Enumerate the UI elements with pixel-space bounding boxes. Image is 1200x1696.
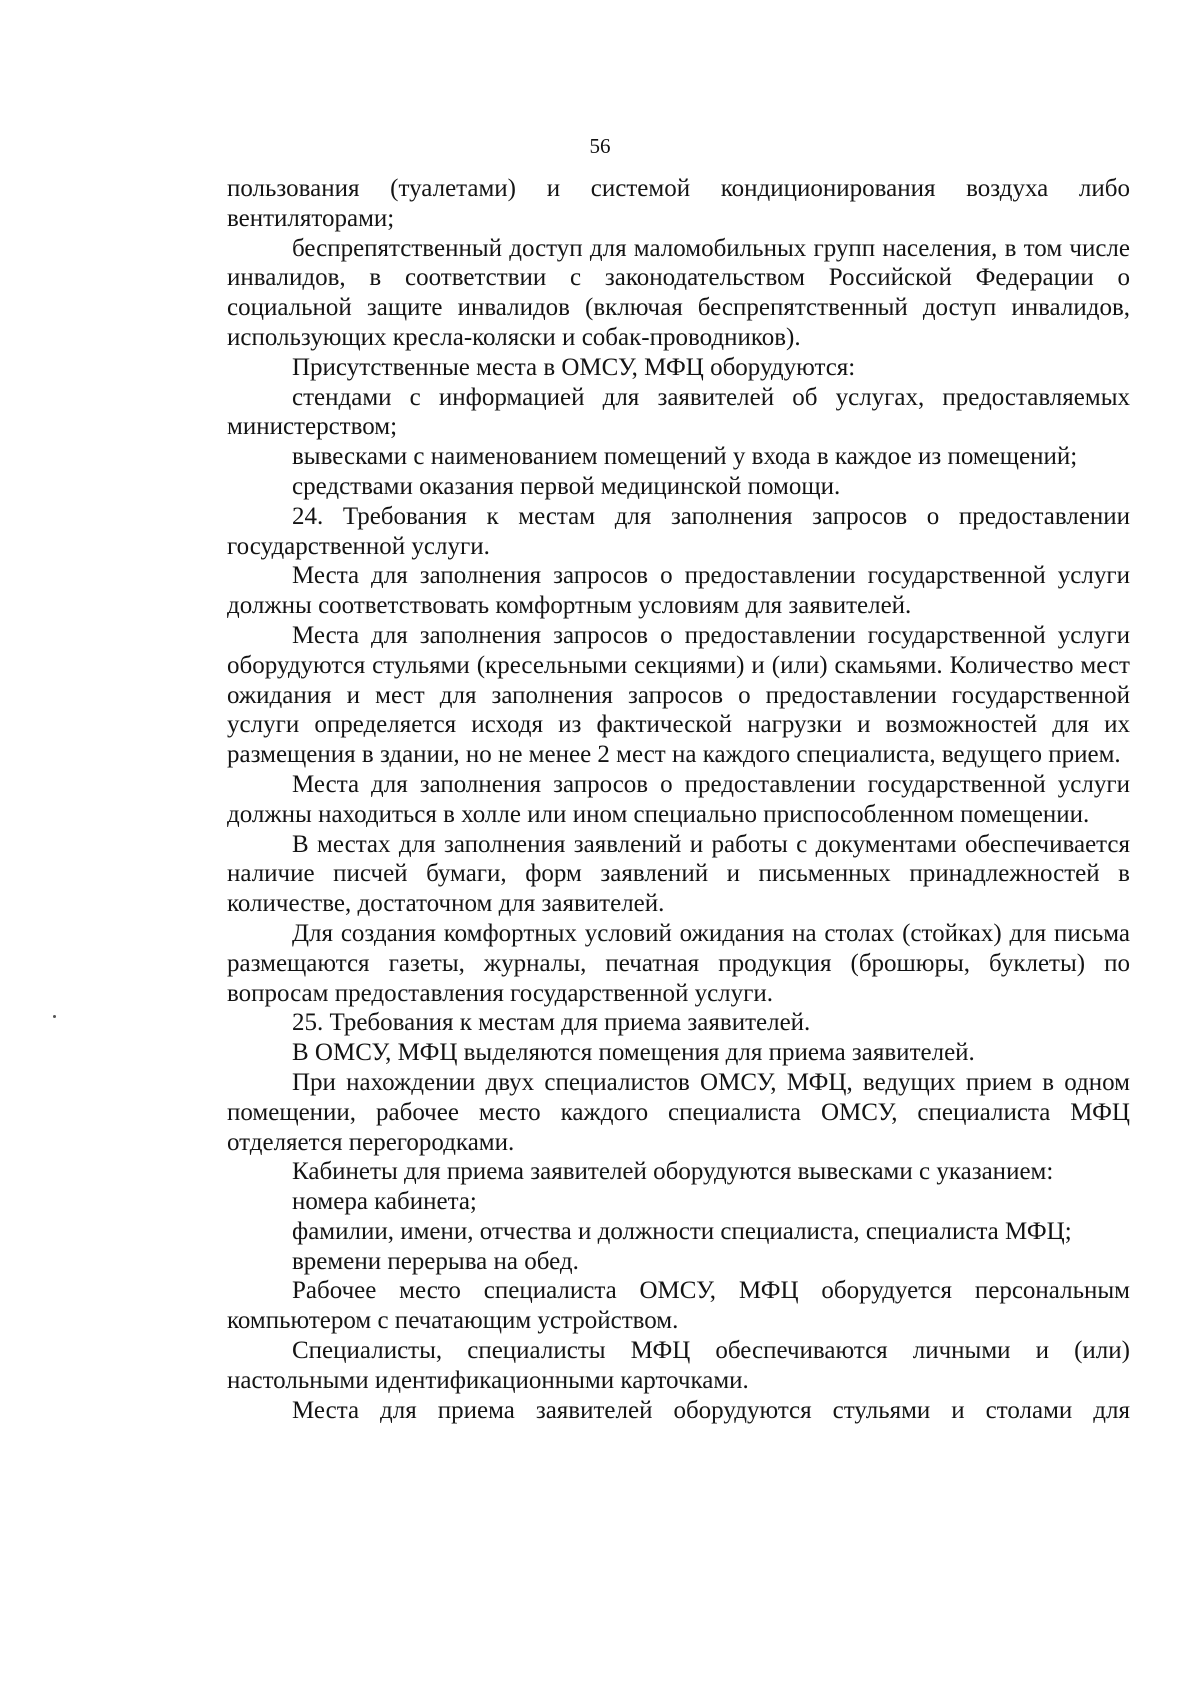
paragraph-16: Кабинеты для приема заявителей оборудуются вывесками с указанием:	[292, 1158, 1054, 1186]
scan-speck	[53, 1015, 56, 1018]
paragraph-8: Места для заполнения запросов о предоставлении государственной услуги должны соответствовать комфортным условиям для заявителей.	[227, 562, 1130, 620]
paragraph-17: номера кабинета;	[292, 1188, 477, 1216]
paragraph-19: времени перерыва на обед.	[292, 1247, 579, 1275]
paragraph-1: пользования (туалетами) и системой кондиционирования воздуха либо вентиляторами;	[227, 175, 1130, 232]
paragraph-10: Места для заполнения запросов о предоставлении государственной услуги должны находиться в холле или ином специально приспособленном помещении.	[227, 770, 1130, 828]
paragraph-5: вывесками с наименованием помещений у входа в каждое из помещений;	[292, 443, 1078, 471]
paragraph-11: В местах для заполнения заявлений и работы с документами обеспечивается наличие писчей бумаги, форм заявлений и письменных принадлежностей в количестве, достаточном для заявителей.	[227, 830, 1130, 918]
paragraph-13: 25. Требования к местам для приема заявителей.	[292, 1009, 811, 1037]
paragraph-9: Места для заполнения запросов о предоставлении государственной услуги оборудуются стульями (кресельными секциями) и (или) скамьями. Количество мест ожидания и мест для заполнения запросов о предоставлении государственной услуги определяется исходя из фактической нагрузки и возможностей для их размещения в здании, но не менее 2 мест на каждого специалиста, ведущего прием.	[227, 621, 1130, 769]
paragraph-3: Присутственные места в ОМСУ, МФЦ оборудуются:	[292, 353, 856, 381]
paragraph-18: фамилии, имени, отчества и должности специалиста, специалиста МФЦ;	[292, 1217, 1072, 1245]
paragraph-15: При нахождении двух специалистов ОМСУ, МФЦ, ведущих прием в одном помещении, рабочее место каждого специалиста ОМСУ, специалиста МФЦ отделяется перегородками.	[227, 1068, 1130, 1156]
paragraph-22: Места для приема заявителей оборудуются стульями и столами для	[292, 1396, 1130, 1424]
paragraph-4: стендами с информацией для заявителей об услугах, предоставляемых министерством;	[227, 383, 1130, 441]
paragraph-7: 24. Требования к местам для заполнения запросов о предоставлении государственной услуги.	[227, 502, 1130, 560]
paragraph-12: Для создания комфортных условий ожидания на столах (стойках) для письма размещаются газеты, журналы, печатная продукция (брошюры, буклеты) по вопросам предоставления государственной услуги.	[227, 919, 1130, 1007]
document-body	[227, 174, 1130, 1425]
paragraph-2: беспрепятственный доступ для маломобильных групп населения, в том числе инвалидов, в соответствии с законодательством Российской Федерации о социальной защите инвалидов (включая беспрепятственный доступ инвалидов, использующих кресла-коляски и собак-проводников).	[227, 234, 1130, 351]
page-number: 56	[589, 134, 611, 158]
paragraph-21: Специалисты, специалисты МФЦ обеспечиваются личными и (или) настольными идентификационными карточками.	[227, 1337, 1130, 1394]
paragraph-20: Рабочее место специалиста ОМСУ, МФЦ оборудуется персональным компьютером с печатающим устройством.	[227, 1277, 1130, 1335]
paragraph-6: средствами оказания первой медицинской помощи.	[292, 472, 841, 500]
paragraph-14: В ОМСУ, МФЦ выделяются помещения для приема заявителей.	[292, 1039, 975, 1067]
